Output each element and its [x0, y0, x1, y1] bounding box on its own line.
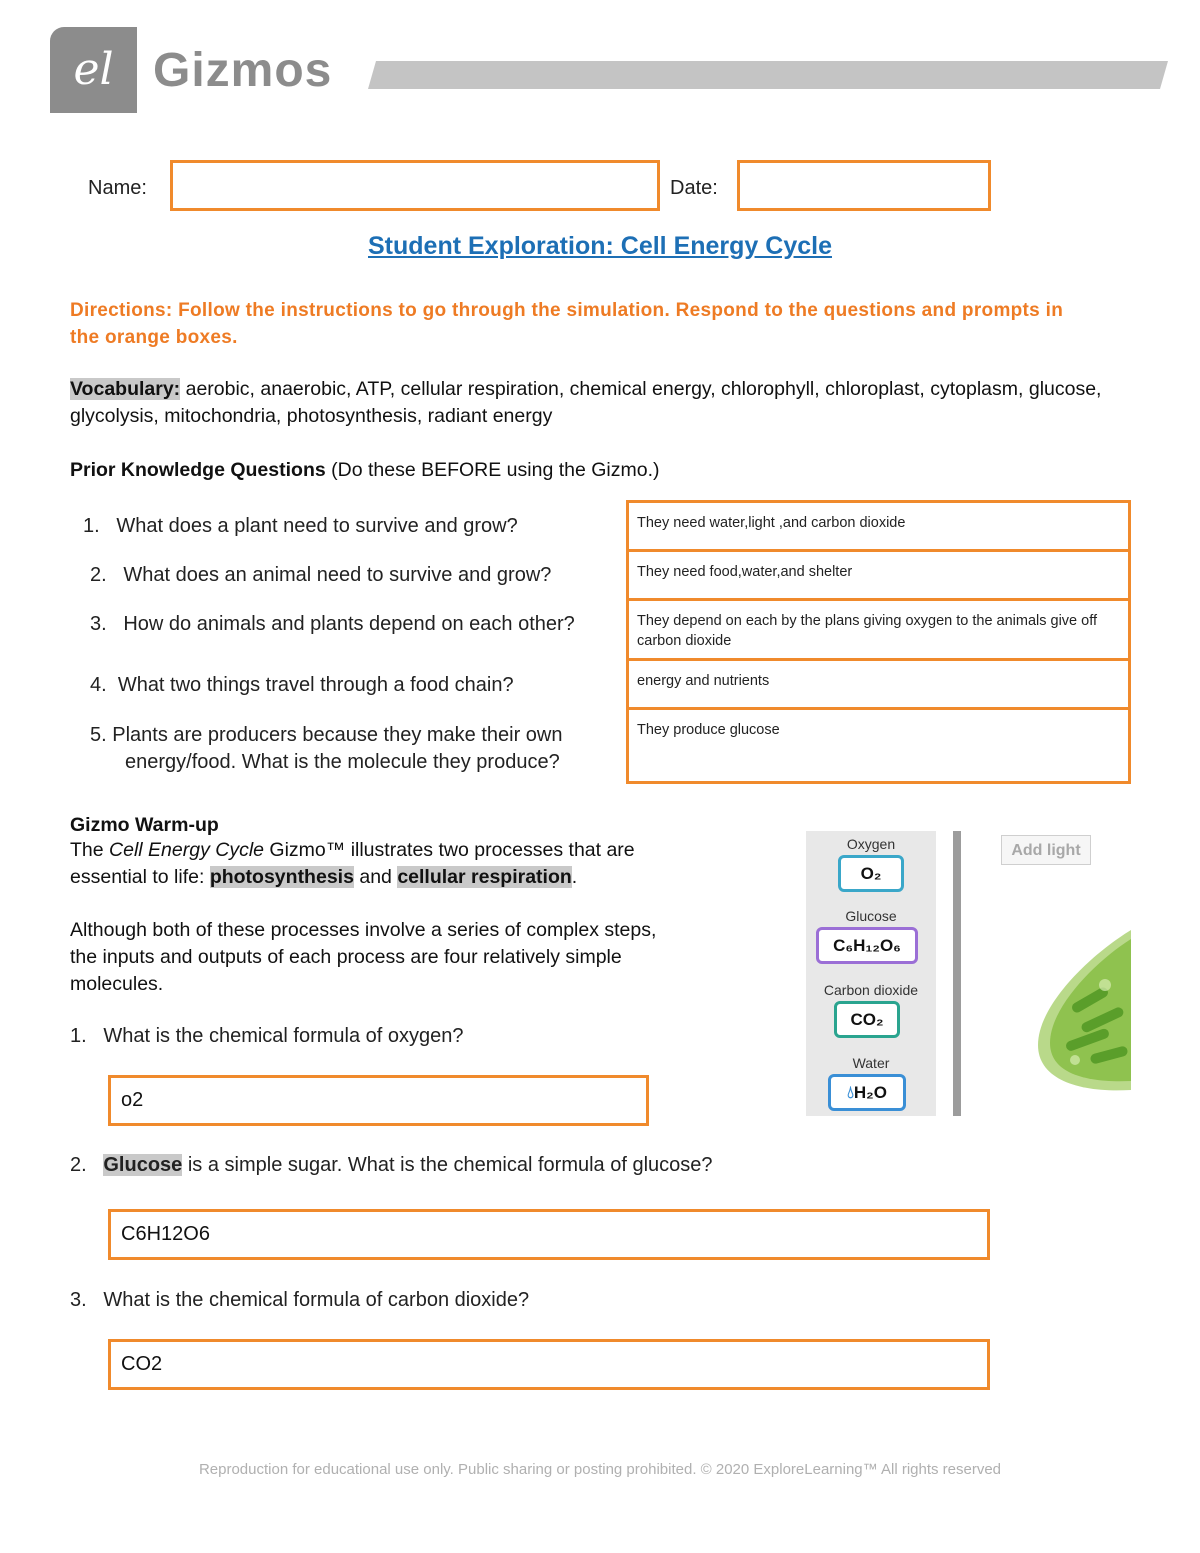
page-title: Student Exploration: Cell Energy Cycle: [368, 232, 832, 260]
warmup-answer-3[interactable]: CO2: [108, 1339, 990, 1390]
footer-copyright: Reproduction for educational use only. Public sharing or posting prohibited. © 2020 ExploreLearning™ All rights reserved: [198, 1461, 1002, 1478]
term-glucose: Glucose: [103, 1154, 183, 1176]
prior-question-5: 5. Plants are producers because they make their own energy/food. What is the molecule they produce?: [90, 724, 563, 773]
date-field[interactable]: [737, 160, 991, 211]
warmup-question-1: 1. What is the chemical formula of oxygen?: [70, 1025, 464, 1047]
vocabulary-list: aerobic, anaerobic, ATP, cellular respiration, chemical energy, chlorophyll, chloroplast, cytoplasm, glucose, glycolysis, mitochondria, photosynthesis, radiant energy: [70, 378, 1102, 427]
prior-knowledge-heading: Prior Knowledge Questions (Do these BEFORE using the Gizmo.): [70, 459, 660, 481]
directions: Directions: Follow the instructions to go through the simulation. Respond to the questions and prompts in the orange boxes.: [70, 300, 1064, 348]
oxygen-molecule[interactable]: O₂: [838, 855, 904, 892]
prior-answer-5[interactable]: They produce glucose: [626, 707, 1131, 784]
chloroplast-illustration: [1030, 925, 1131, 1095]
prior-question-4: 4. What two things travel through a food chain?: [90, 674, 514, 696]
prior-question-3: 3. How do animals and plants depend on each other?: [90, 613, 575, 635]
warmup-paragraph-1: The Cell Energy Cycle Gizmo™ illustrates two processes that are essential to life: photosynthesis and cellular respiration.: [70, 839, 635, 888]
warmup-paragraph-2: Although both of these processes involve a series of complex steps, the inputs and outputs of each process are four relatively simple molecules.: [70, 919, 657, 995]
name-field[interactable]: [170, 160, 660, 211]
explorelearning-logo: [50, 27, 137, 113]
add-light-button[interactable]: Add light: [1001, 835, 1091, 865]
date-label: Date:: [670, 177, 718, 199]
warmup-heading: Gizmo Warm-up: [70, 814, 219, 836]
carbon-dioxide-molecule[interactable]: CO₂: [834, 1001, 900, 1038]
term-cellular-respiration: cellular respiration: [397, 866, 572, 888]
warmup-answer-2[interactable]: C6H12O6: [108, 1209, 990, 1260]
gizmo-molecule-panel: [806, 831, 936, 1116]
term-photosynthesis: photosynthesis: [209, 866, 354, 888]
panel-divider: [953, 831, 961, 1116]
name-label: Name:: [88, 177, 147, 199]
prior-question-2: 2. What does an animal need to survive and grow?: [90, 564, 552, 586]
warmup-question-3: 3. What is the chemical formula of carbon dioxide?: [70, 1289, 530, 1311]
water-label: Water: [852, 1055, 890, 1071]
oxygen-label: Oxygen: [846, 836, 896, 852]
carbon-dioxide-label: Carbon dioxide: [823, 982, 919, 998]
logo-mark: el: [73, 44, 114, 95]
warmup-question-2: 2. Glucose is a simple sugar. What is the chemical formula of glucose?: [70, 1154, 713, 1176]
vocabulary-label: Vocabulary:: [70, 378, 181, 400]
prior-answer-4[interactable]: energy and nutrients: [626, 658, 1131, 710]
glucose-molecule[interactable]: C₆H₁₂O₆: [816, 927, 918, 964]
prior-answer-3[interactable]: They depend on each by the plans giving oxygen to the animals give off carbon dioxide: [626, 598, 1131, 661]
header-bar: [368, 61, 1168, 89]
prior-answer-2[interactable]: They need food,water,and shelter: [626, 549, 1131, 601]
vocabulary: [70, 376, 1150, 430]
prior-answer-1[interactable]: They need water,light ,and carbon dioxide: [626, 500, 1131, 552]
water-drop-icon: 💧︎: [847, 1083, 854, 1102]
warmup-answer-1[interactable]: o2: [108, 1075, 649, 1126]
water-molecule[interactable]: 💧︎H₂O: [828, 1074, 906, 1111]
prior-question-1: 1. What does a plant need to survive and grow?: [83, 515, 518, 537]
gizmos-brand: Gizmos: [153, 44, 333, 97]
glucose-label: Glucose: [845, 908, 897, 924]
